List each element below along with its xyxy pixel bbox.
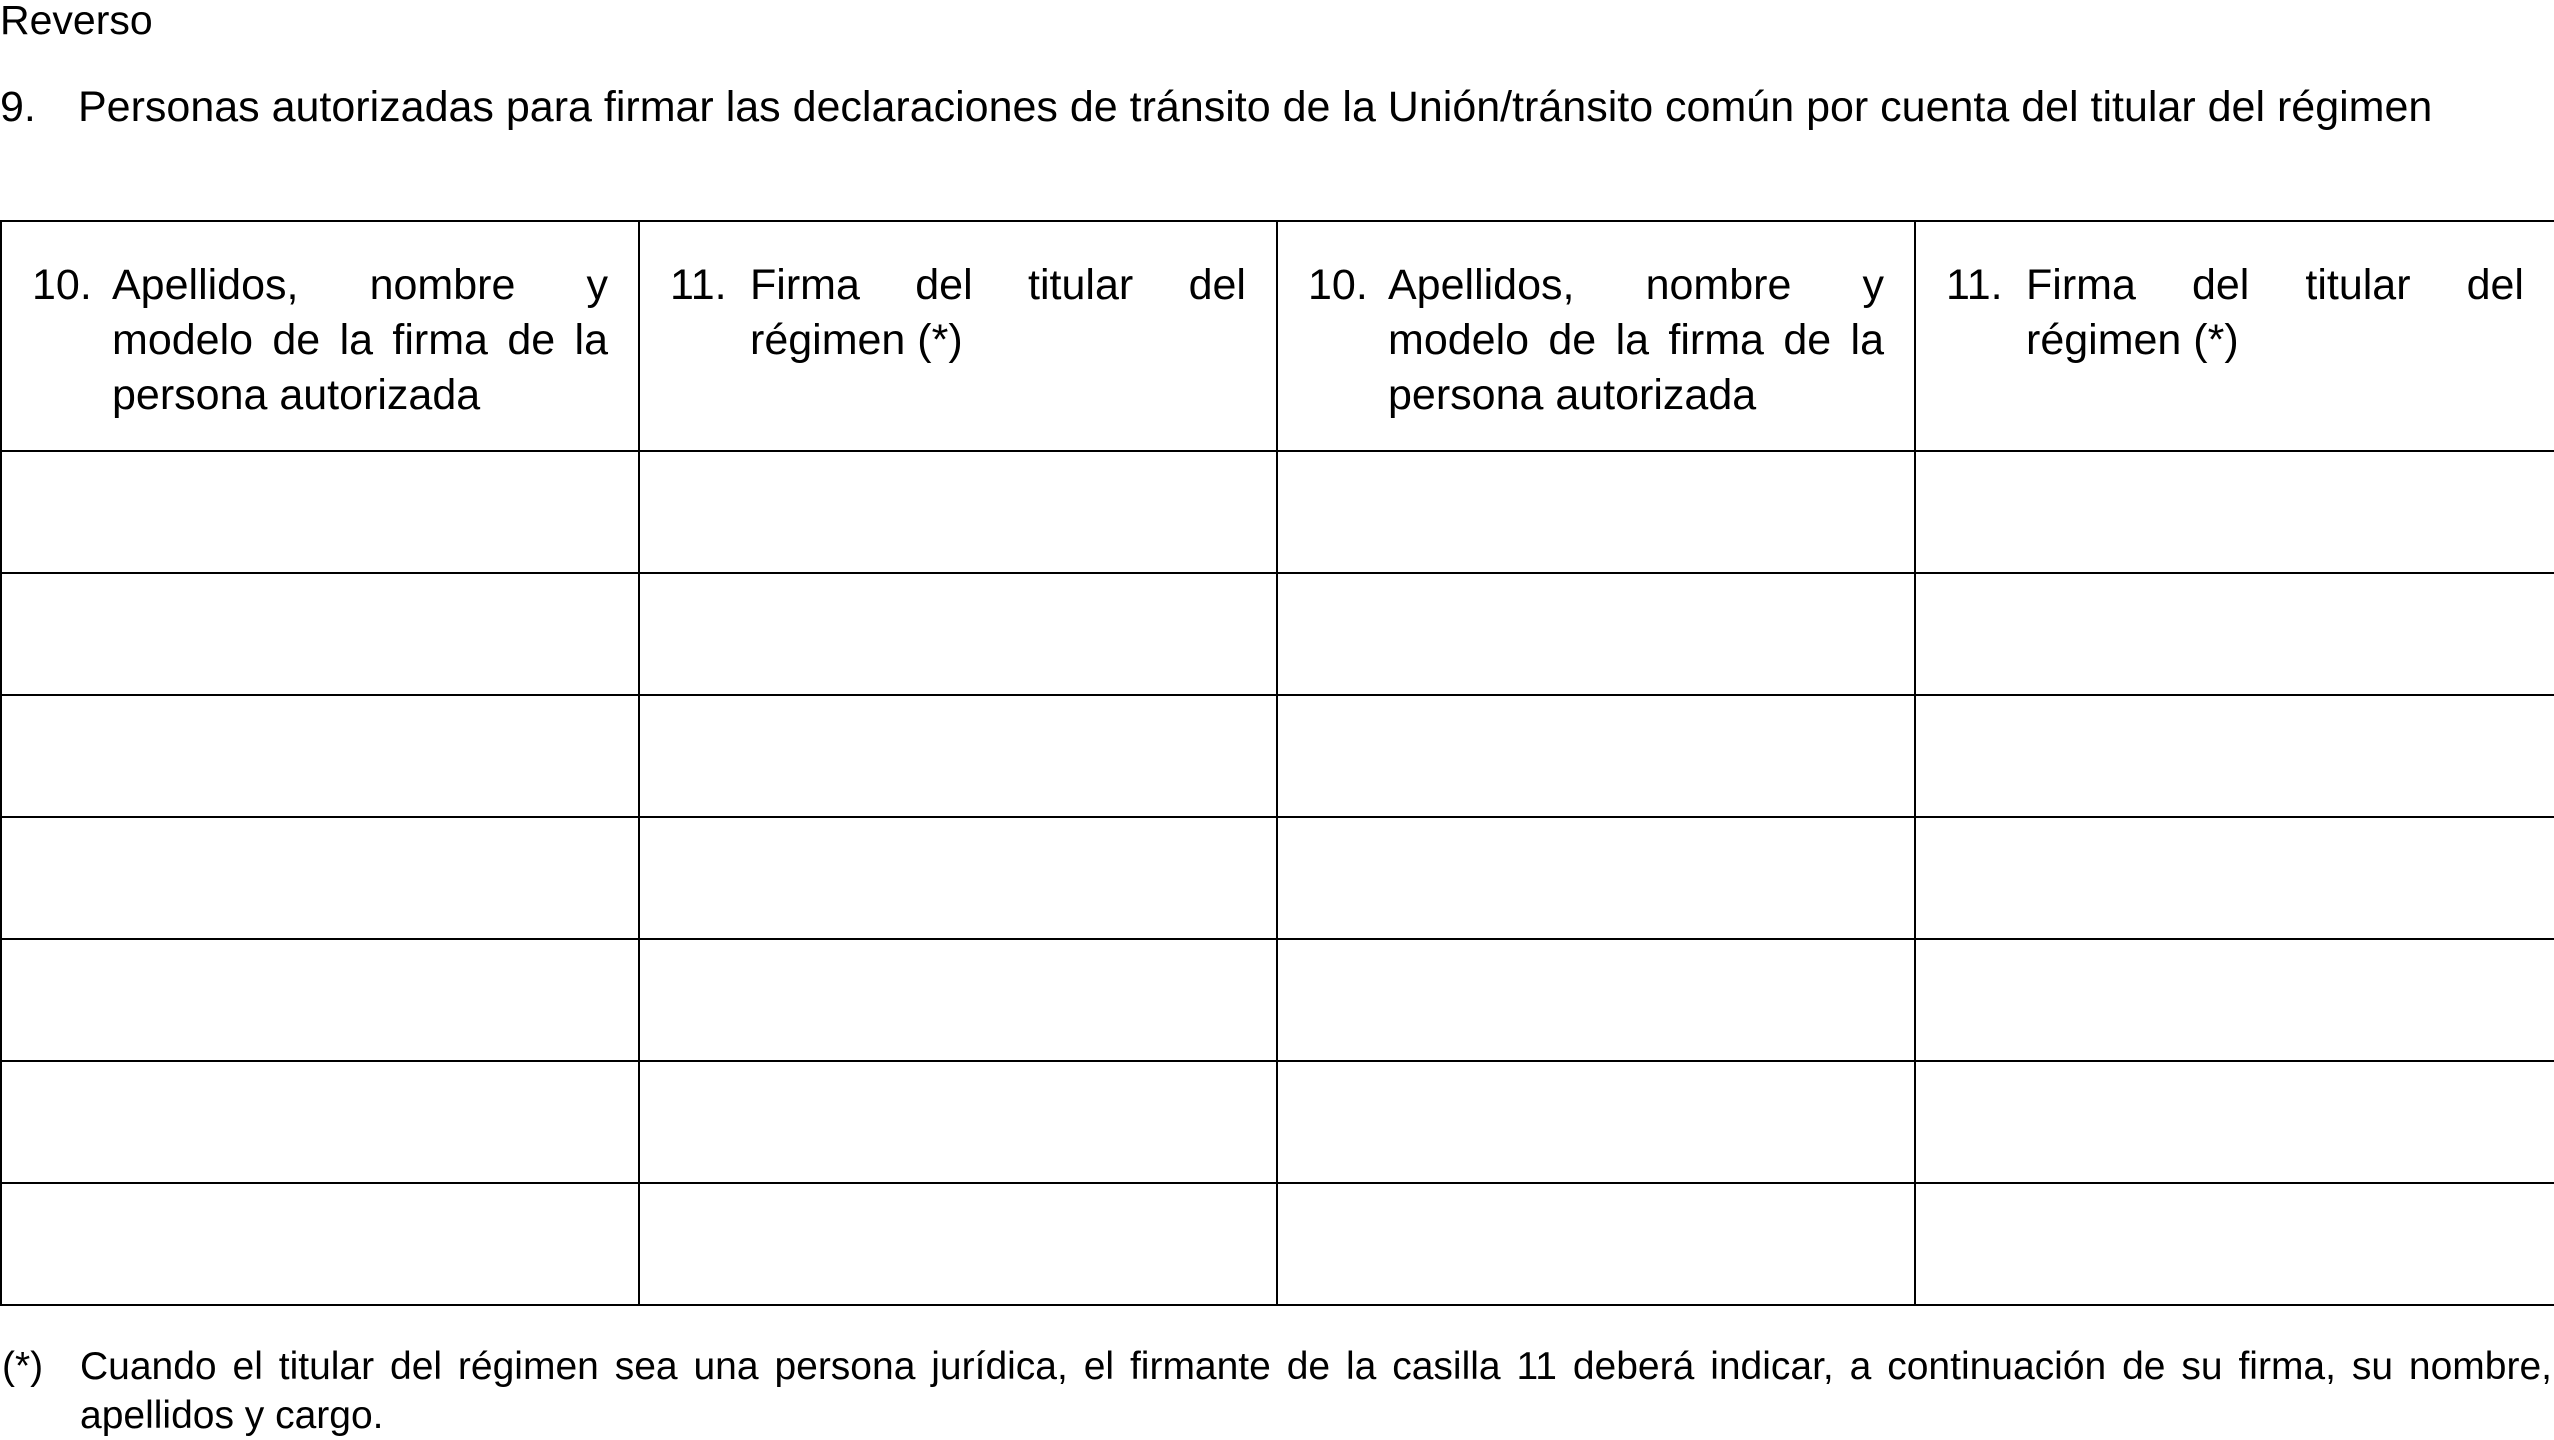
holder-signature-cell[interactable] bbox=[639, 1183, 1277, 1305]
name-signature-cell[interactable] bbox=[1, 695, 639, 817]
header-number: 10. bbox=[1308, 261, 1368, 309]
table-row bbox=[1, 1183, 2554, 1305]
holder-signature-cell[interactable] bbox=[639, 573, 1277, 695]
header-text: Apellidos, nombre y modelo de la firma de la persona autorizada bbox=[112, 261, 608, 419]
name-signature-cell[interactable] bbox=[1, 1183, 639, 1305]
name-signature-cell[interactable] bbox=[1, 817, 639, 939]
section-title: Personas autorizadas para firmar las declaraciones de tránsito de la Unión/tránsito común por cuenta del titular del régimen bbox=[78, 83, 2433, 131]
footnote bbox=[0, 1342, 2552, 1440]
holder-signature-cell[interactable] bbox=[639, 939, 1277, 1061]
table-row bbox=[1, 695, 2554, 817]
table-row bbox=[1, 451, 2554, 573]
holder-signature-cell[interactable] bbox=[1915, 573, 2554, 695]
holder-signature-cell[interactable] bbox=[639, 695, 1277, 817]
holder-signature-cell[interactable] bbox=[1915, 695, 2554, 817]
table-row bbox=[1, 573, 2554, 695]
header-signature-column-1 bbox=[639, 221, 1277, 451]
name-signature-cell[interactable] bbox=[1, 939, 639, 1061]
holder-signature-cell[interactable] bbox=[639, 451, 1277, 573]
header-number: 11. bbox=[1946, 261, 2003, 309]
header-name-column-1 bbox=[1, 221, 639, 451]
holder-signature-cell[interactable] bbox=[1915, 451, 2554, 573]
name-signature-cell[interactable] bbox=[1, 451, 639, 573]
header-text: Firma del titular del régimen (*) bbox=[2026, 261, 2524, 364]
name-signature-cell[interactable] bbox=[1, 1061, 639, 1183]
name-signature-cell[interactable] bbox=[1277, 1061, 1915, 1183]
holder-signature-cell[interactable] bbox=[1915, 1183, 2554, 1305]
name-signature-cell[interactable] bbox=[1277, 695, 1915, 817]
header-text: Firma del titular del régimen (*) bbox=[750, 261, 1246, 364]
name-signature-cell[interactable] bbox=[1277, 451, 1915, 573]
footnote-text: Cuando el titular del régimen sea una persona jurídica, el firmante de la casilla 11 deberá indicar, a continuación de su firma, su nombre, apellidos y cargo. bbox=[80, 1345, 2552, 1437]
name-signature-cell[interactable] bbox=[1277, 1183, 1915, 1305]
table-row bbox=[1, 939, 2554, 1061]
section-number: 9. bbox=[0, 83, 36, 131]
holder-signature-cell[interactable] bbox=[1915, 939, 2554, 1061]
section-heading bbox=[0, 80, 2552, 135]
holder-signature-cell[interactable] bbox=[639, 817, 1277, 939]
table-header-row bbox=[1, 221, 2554, 451]
header-signature-column-2 bbox=[1915, 221, 2554, 451]
table-row bbox=[1, 1061, 2554, 1183]
name-signature-cell[interactable] bbox=[1277, 817, 1915, 939]
header-name-column-2 bbox=[1277, 221, 1915, 451]
header-number: 10. bbox=[32, 261, 92, 309]
table-row bbox=[1, 817, 2554, 939]
side-label: Reverso bbox=[0, 0, 153, 43]
name-signature-cell[interactable] bbox=[1, 573, 639, 695]
name-signature-cell[interactable] bbox=[1277, 573, 1915, 695]
name-signature-cell[interactable] bbox=[1277, 939, 1915, 1061]
authorized-signatures-table bbox=[0, 220, 2554, 1306]
footnote-mark: (*) bbox=[2, 1345, 44, 1388]
holder-signature-cell[interactable] bbox=[1915, 817, 2554, 939]
header-number: 11. bbox=[670, 261, 727, 309]
holder-signature-cell[interactable] bbox=[1915, 1061, 2554, 1183]
header-text: Apellidos, nombre y modelo de la firma de la persona autorizada bbox=[1388, 261, 1884, 419]
holder-signature-cell[interactable] bbox=[639, 1061, 1277, 1183]
